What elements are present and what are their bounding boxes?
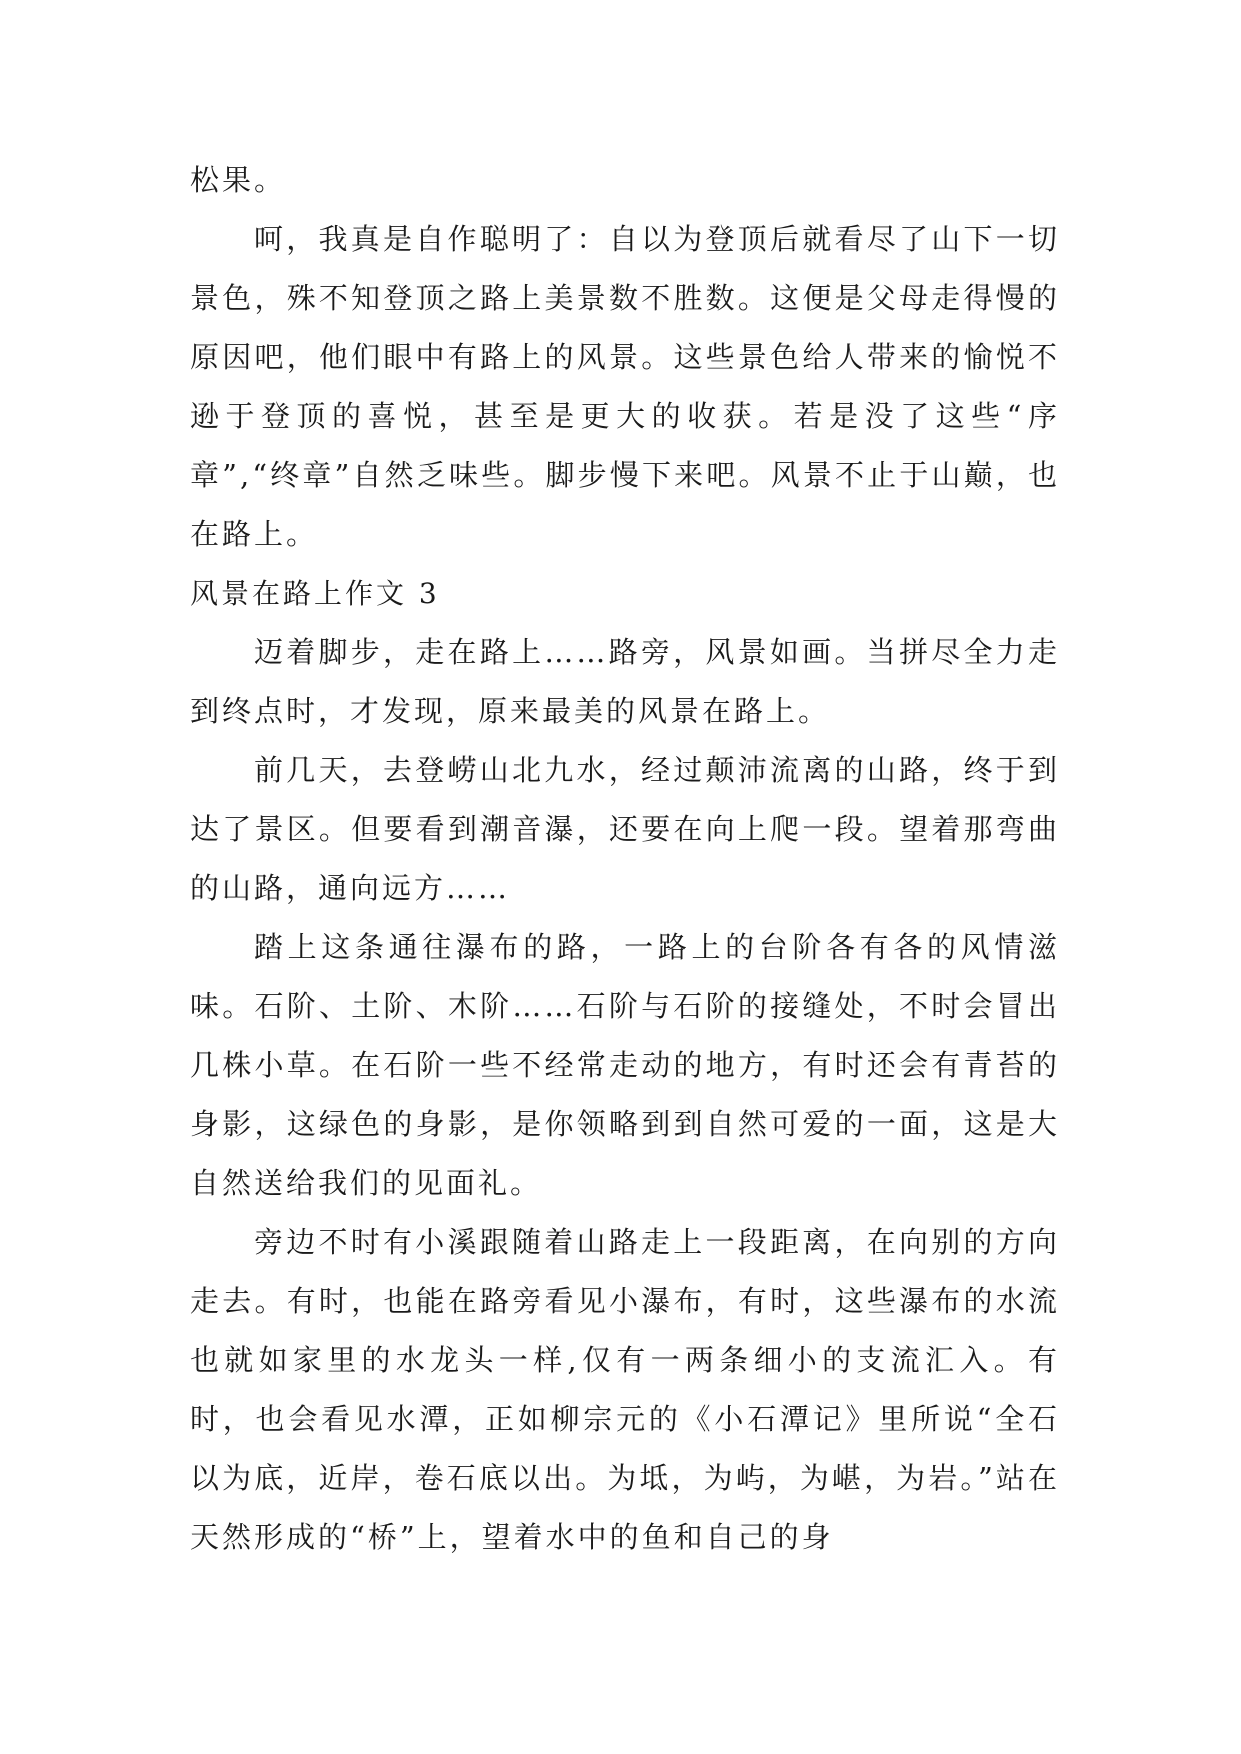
section-heading: 风景在路上作文 3 [190, 577, 440, 610]
paragraph-body: 呵，我真是自作聪明了：自以为登顶后就看尽了山下一切景色，殊不知登顶之路上美景数不胜数。这便是父母走得慢的原因吧，他们眼中有路上的风景。这些景色给人带来的愉悦不逊于登顶的喜悦，甚至是更大的收获。若是没了这些“序章”,“终章”自然乏味些。脚步慢下来吧。风景不止于山巅，也在路上。 [190, 222, 1060, 551]
paragraph-body: 前几天，去登崂山北九水，经过颠沛流离的山路，终于到达了景区。但要看到潮音瀑，还要在向上爬一段。望着那弯曲的山路，通向远方…… [190, 753, 1060, 905]
paragraph-body: 旁边不时有小溪跟随着山路走上一段距离，在向别的方向走去。有时，也能在路旁看见小瀑布，有时，这些瀑布的水流也就如家里的水龙头一样,仅有一两条细小的支流汇入。有时，也会看见水潭，正如柳宗元的《小石潭记》里所说“全石以为底，近岸，卷石底以出。为坻，为屿，为嵁，为岩。”站在天然形成的“桥”上，望着水中的鱼和自己的身 [190, 1225, 1060, 1554]
document-page [190, 151, 1060, 1567]
paragraph-body: 迈着脚步，走在路上……路旁，风景如画。当拼尽全力走到终点时，才发现，原来最美的风景在路上。 [190, 635, 1060, 728]
paragraph-body: 踏上这条通往瀑布的路，一路上的台阶各有各的风情滋味。石阶、土阶、木阶……石阶与石阶的接缝处，不时会冒出几株小草。在石阶一些不经常走动的地方，有时还会有青苔的身影，这绿色的身影，是你领略到到自然可爱的一面，这是大自然送给我们的见面礼。 [190, 930, 1060, 1200]
paragraph-continuation: 松果。 [190, 163, 287, 197]
